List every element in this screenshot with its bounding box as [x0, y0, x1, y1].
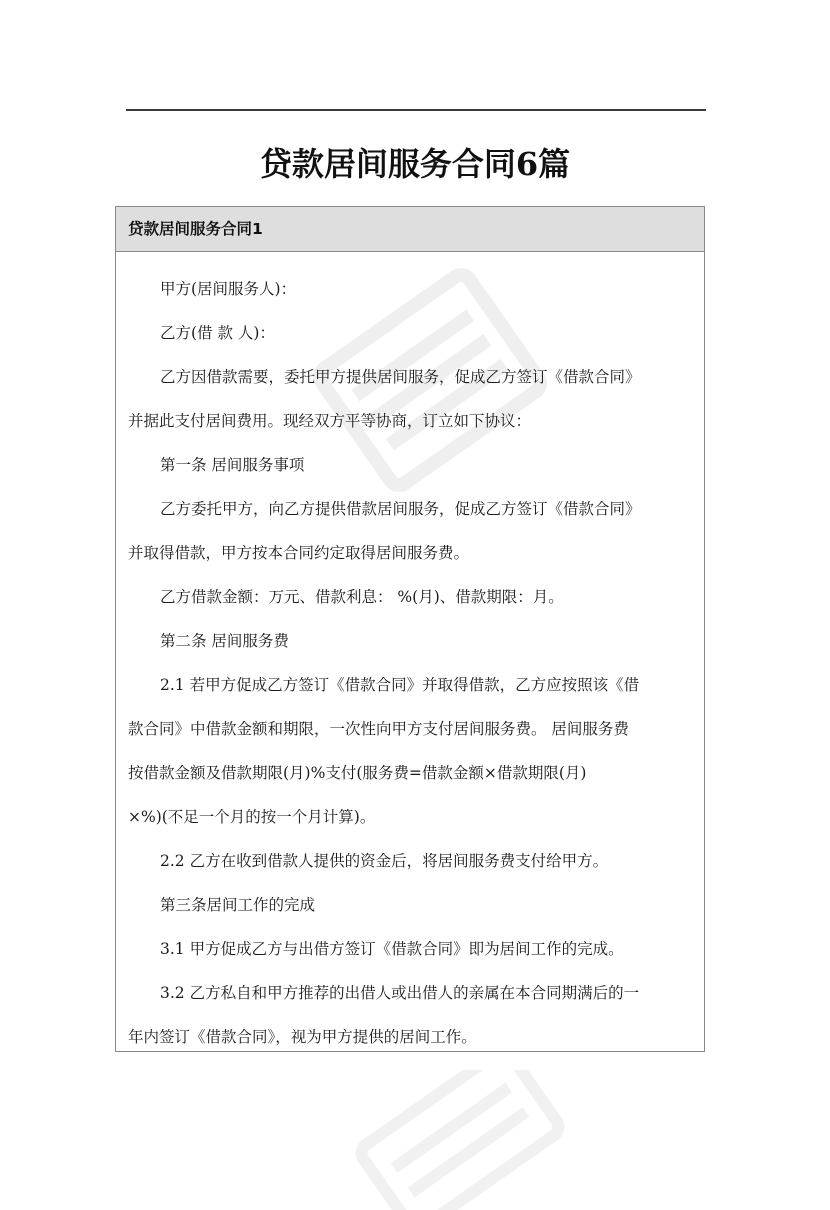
document-title: 贷款居间服务合同6篇	[259, 145, 571, 183]
clause-3-1-line: 3.1 甲方促成乙方与出借方签订《借款合同》即为居间工作的完成。	[160, 940, 624, 958]
party-a-line: 甲方(居间服务人)：	[160, 280, 297, 298]
loan-terms-line: 乙方借款金额：万元、借款利息： %(月)、借款期限：月。	[160, 588, 564, 606]
paragraph-line: 并据此支付居间费用。现经双方平等协商，订立如下协议：	[128, 412, 532, 430]
clause-2-1-line: 2.1 若甲方促成乙方签订《借款合同》并取得借款，乙方应按照该《借	[160, 676, 640, 694]
section-heading: 贷款居间服务合同1	[116, 207, 704, 252]
contract-section	[115, 206, 705, 1052]
watermark-bottom-icon	[330, 1070, 590, 1210]
party-b-line: 乙方(借 款 人)：	[160, 324, 275, 342]
clause-2-1-line: 款合同》中借款金额和期限，一次性向甲方支付居间服务费。 居间服务费	[128, 720, 629, 738]
article-1-heading: 第一条 居间服务事项	[160, 456, 305, 474]
paragraph-line: 乙方委托甲方，向乙方提供借款居间服务，促成乙方签订《借款合同》	[160, 500, 641, 518]
clause-2-2-line: 2.2 乙方在收到借款人提供的资金后，将居间服务费支付给甲方。	[160, 852, 609, 870]
article-2-heading: 第二条 居间服务费	[160, 632, 289, 650]
clause-2-1-line: ×%)(不足一个月的按一个月计算)。	[128, 808, 376, 826]
clause-3-2-line: 3.2 乙方私自和甲方推荐的出借人或出借人的亲属在本合同期满后的一	[160, 984, 640, 1002]
clause-3-2-line: 年内签订《借款合同》，视为甲方提供的居间工作。	[128, 1028, 477, 1046]
top-divider	[126, 109, 706, 111]
paragraph-line: 乙方因借款需要，委托甲方提供居间服务，促成乙方签订《借款合同》	[160, 368, 641, 386]
article-3-heading: 第三条居间工作的完成	[160, 896, 316, 914]
clause-2-1-line: 按借款金额及借款期限(月)%支付(服务费=借款金额×借款期限(月)	[128, 764, 587, 782]
paragraph-line: 并取得借款，甲方按本合同约定取得居间服务费。	[128, 544, 470, 562]
